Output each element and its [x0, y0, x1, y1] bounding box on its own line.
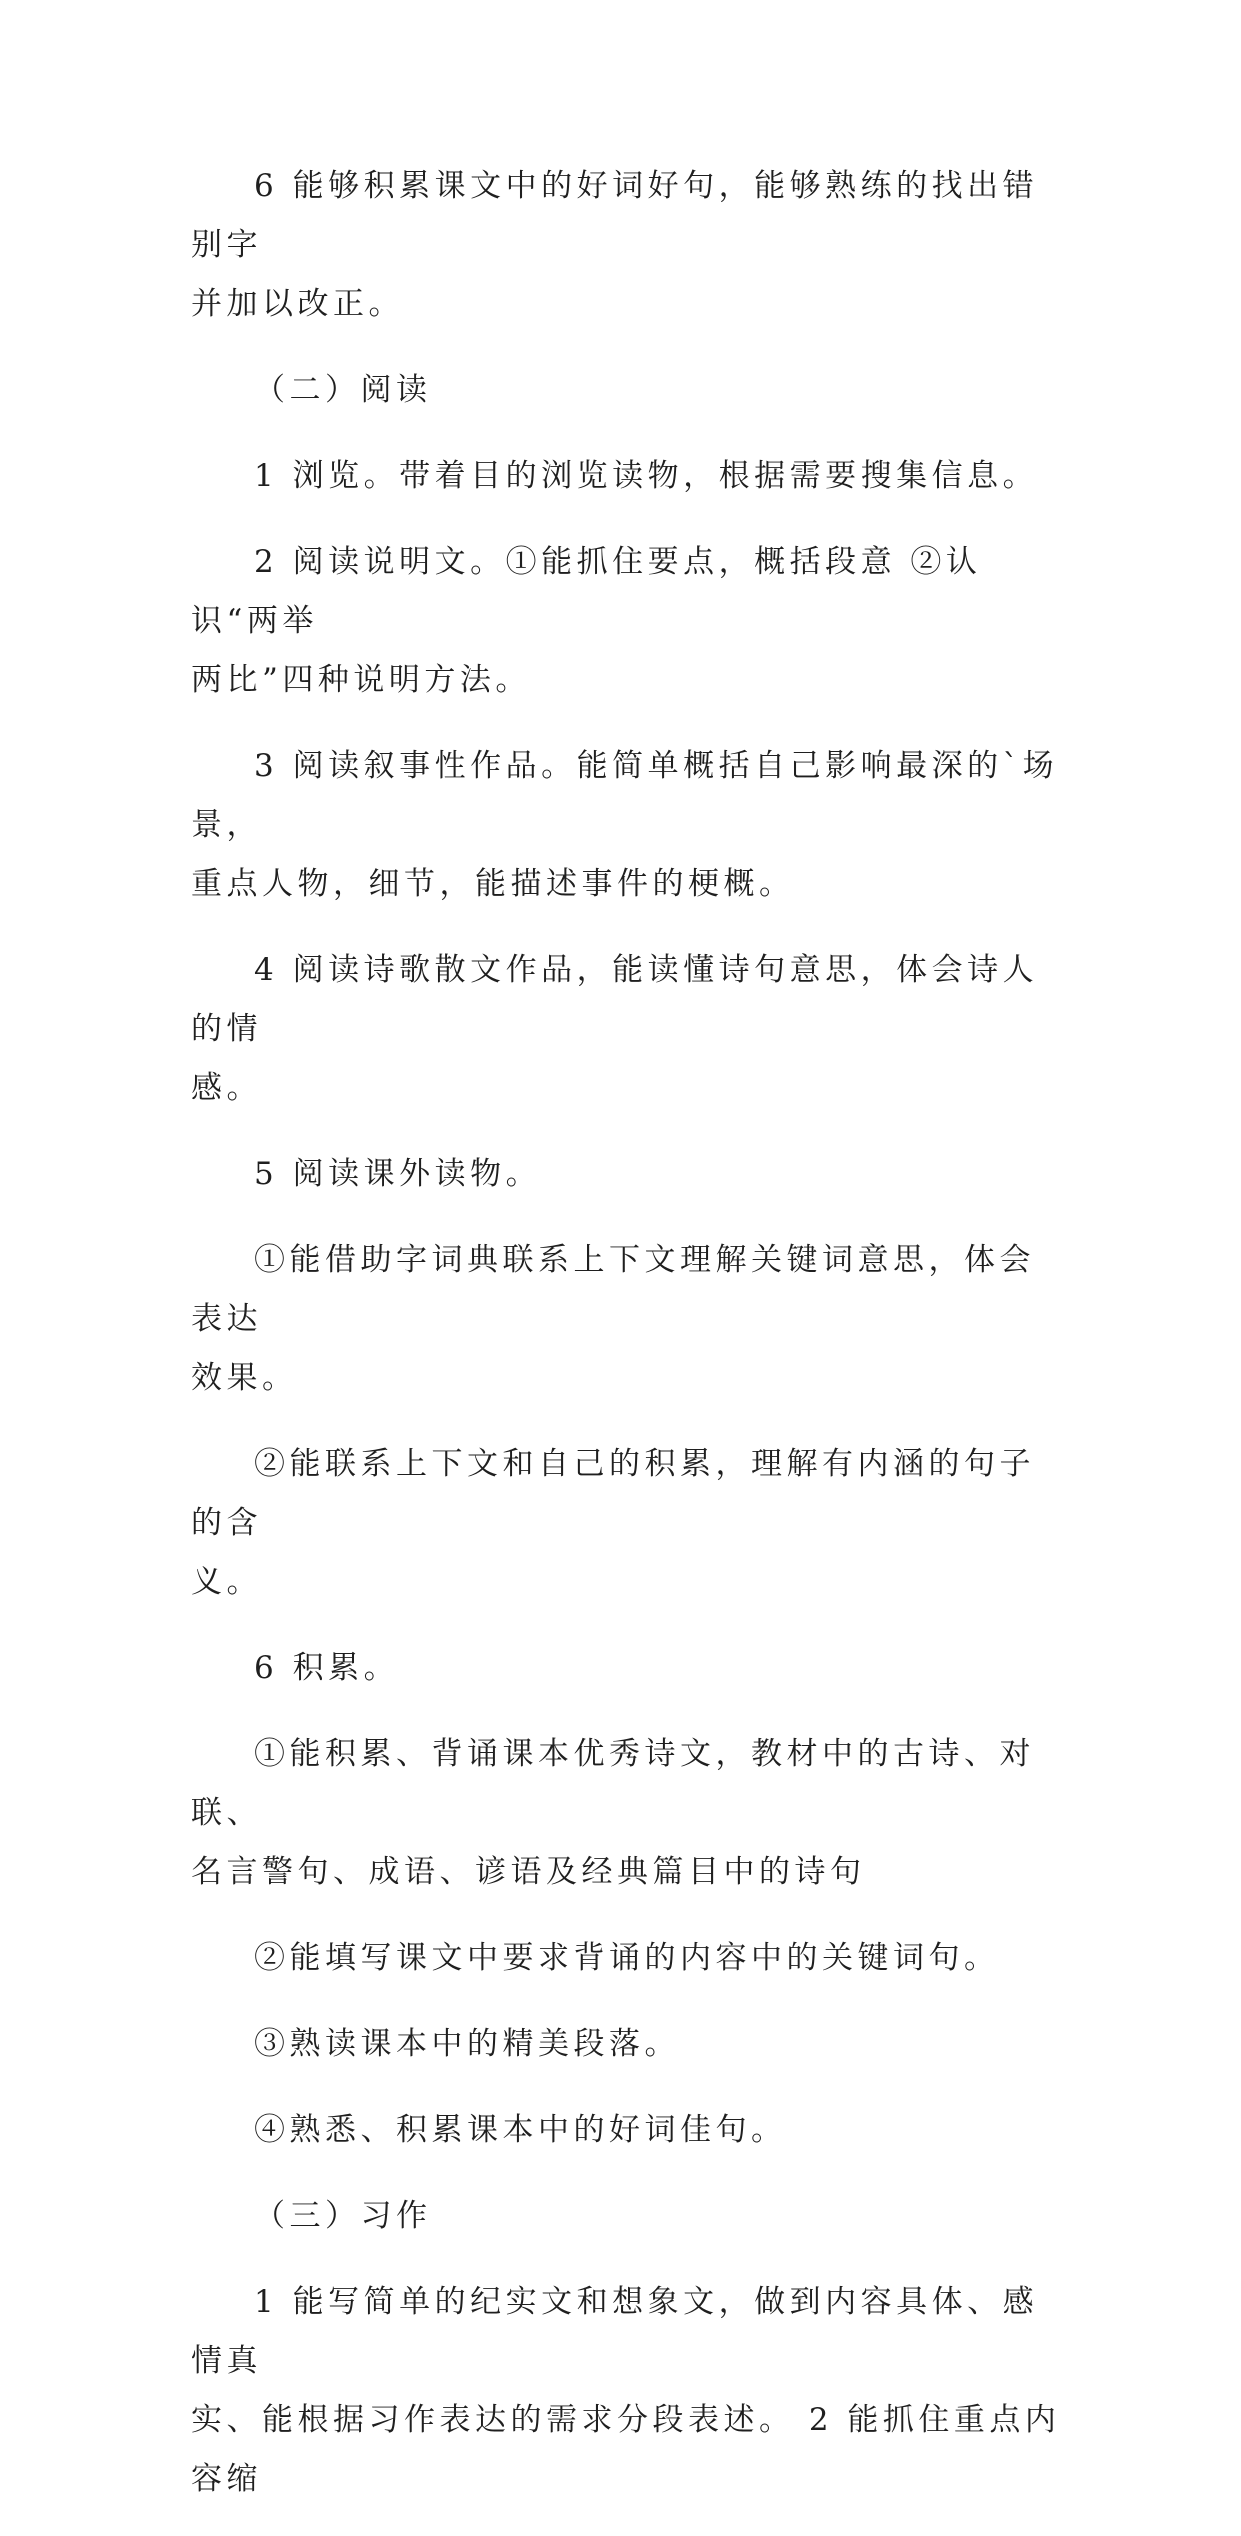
paragraph	[191, 533, 1061, 710]
text-line: 6 能够积累课文中的好词好句，能够熟练的找出错别字	[191, 168, 1039, 263]
text-line: 两比”四种说明方法。	[191, 662, 531, 698]
paragraph	[191, 1929, 1061, 1988]
text-line: 义。	[191, 1564, 262, 1600]
text-line: 5 阅读课外读物。	[254, 1156, 542, 1192]
text-line: ③熟读课本中的精美段落。	[254, 2026, 680, 2062]
text-line: （三）习作	[254, 2198, 432, 2234]
paragraph	[191, 941, 1061, 1118]
paragraph	[191, 1639, 1061, 1698]
text-line: ②能填写课文中要求背诵的内容中的关键词句。	[254, 1940, 1000, 1976]
text-line: 名言警句、成语、谚语及经典篇目中的诗句	[191, 1854, 866, 1890]
text-line: 2 阅读说明文。①能抓住要点，概括段意 ②认识“两举	[191, 544, 982, 639]
text-line: 并加以改正。	[191, 286, 404, 322]
text-line: ④熟悉、积累课本中的好词佳句。	[254, 2112, 787, 2148]
text-line: 感。	[191, 1070, 262, 1106]
text-line: ①能借助字词典联系上下文理解关键词意思，体会表达	[191, 1242, 1035, 1337]
paragraph	[191, 2015, 1061, 2074]
text-line: 1 能写简单的纪实文和想象文，做到内容具体、感情真	[191, 2284, 1039, 2379]
text-line: 效果。	[191, 1360, 298, 1396]
section-heading	[191, 361, 1061, 420]
text-line: 4 阅读诗歌散文作品，能读懂诗句意思，体会诗人的情	[191, 952, 1039, 1047]
paragraph	[191, 2101, 1061, 2160]
text-line: ①能积累、背诵课本优秀诗文，教材中的古诗、对联、	[191, 1736, 1035, 1831]
paragraph	[191, 1145, 1061, 1204]
text-line: ②能联系上下文和自己的积累，理解有内涵的句子的含	[191, 1446, 1035, 1541]
text-line: （二）阅读	[254, 372, 432, 408]
text-line: 3 阅读叙事性作品。能简单概括自己影响最深的`场景，	[191, 748, 1059, 843]
paragraph	[191, 737, 1061, 914]
section-heading	[191, 2187, 1061, 2246]
paragraph	[191, 1725, 1061, 1902]
paragraph	[191, 2273, 1061, 2509]
text-line: 6 积累。	[254, 1650, 400, 1686]
paragraph	[191, 157, 1061, 334]
paragraph	[191, 447, 1061, 506]
text-line: 1 浏览。带着目的浏览读物，根据需要搜集信息。	[254, 458, 1039, 494]
text-line: 实、能根据习作表达的需求分段表述。 2 能抓住重点内容缩	[191, 2402, 1061, 2497]
text-line: 重点人物，细节，能描述事件的梗概。	[191, 866, 795, 902]
paragraph	[191, 1435, 1061, 1612]
paragraph	[191, 1231, 1061, 1408]
document-body	[191, 157, 1061, 2536]
